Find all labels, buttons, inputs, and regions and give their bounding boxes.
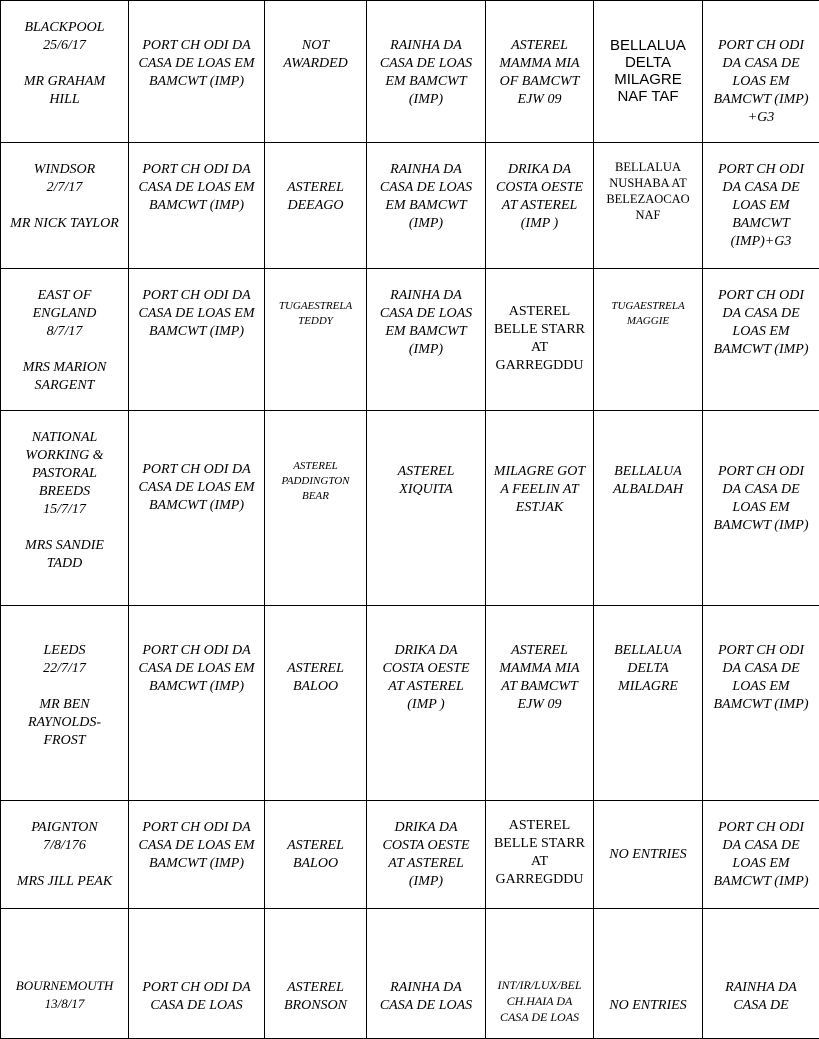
table-row (1, 269, 819, 411)
show-judge: MRS MARION SARGENT (7, 359, 122, 395)
show-date: 2/7/17 (7, 179, 122, 197)
result-cell: PORT CH ODI DA CASA DE LOAS EM BAMCWT (IMP) (703, 269, 819, 411)
show-cell (1, 606, 129, 801)
result-cell: PORT CH ODI DA CASA DE LOAS EM BAMCWT (IMP)+G3 (703, 143, 819, 269)
show-venue: PAIGNTON (7, 819, 122, 837)
show-judge: MRS SANDIE TADD (7, 537, 122, 573)
show-date: 22/7/17 (7, 660, 122, 678)
result-cell: NO ENTRIES (594, 909, 703, 1039)
table-row (1, 411, 819, 606)
result-cell: ASTEREL BELLE STARR AT GARREGDDU (486, 801, 594, 909)
show-date: 15/7/17 (7, 501, 122, 519)
show-venue: EAST OF ENGLAND (7, 287, 122, 323)
show-cell (1, 909, 129, 1039)
result-cell: DRIKA DA COSTA OESTE AT ASTEREL (IMP) (367, 801, 486, 909)
result-cell: DRIKA DA COSTA OESTE AT ASTEREL (IMP ) (367, 606, 486, 801)
result-cell: RAINHA DA CASA DE LOAS EM BAMCWT (IMP) (367, 143, 486, 269)
result-cell: RAINHA DA CASA DE LOAS EM BAMCWT (IMP) (367, 269, 486, 411)
show-date: 25/6/17 (7, 37, 122, 55)
result-cell: ASTEREL BALOO (265, 801, 367, 909)
result-cell: BELLALUA DELTA MILAGRE NAF TAF (594, 1, 703, 143)
show-judge: MRS JILL PEAK (7, 873, 122, 891)
result-cell: PORT CH ODI DA CASA DE LOAS EM BAMCWT (IMP) (129, 1, 265, 143)
table-row (1, 606, 819, 801)
result-cell: PORT CH ODI DA CASA DE LOAS (129, 909, 265, 1039)
show-venue: WINDSOR (7, 161, 122, 179)
result-cell: PORT CH ODI DA CASA DE LOAS EM BAMCWT (IMP) (703, 801, 819, 909)
show-date: 8/7/17 (7, 323, 122, 341)
result-cell: PORT CH ODI DA CASA DE LOAS EM BAMCWT (IMP) (129, 269, 265, 411)
result-cell: MILAGRE GOT A FEELIN AT ESTJAK (486, 411, 594, 606)
result-cell: RAINHA DA CASA DE LOAS EM BAMCWT (IMP) (367, 1, 486, 143)
show-date: 13/8/17 (7, 995, 122, 1013)
show-date: 7/8/176 (7, 837, 122, 855)
result-cell: PORT CH ODI DA CASA DE LOAS EM BAMCWT (IMP) (703, 411, 819, 606)
result-cell: BELLALUA DELTA MILAGRE (594, 606, 703, 801)
result-cell: INT/IR/LUX/BEL CH.HAIA DA CASA DE LOAS (486, 909, 594, 1039)
table-row (1, 1, 819, 143)
table-row (1, 801, 819, 909)
result-cell: PORT CH ODI DA CASA DE LOAS EM BAMCWT (IMP) (129, 606, 265, 801)
table-row (1, 143, 819, 269)
result-cell: BELLALUA NUSHABA AT BELEZAOCAO NAF (594, 143, 703, 269)
show-cell (1, 143, 129, 269)
result-cell: ASTEREL DEEAGO (265, 143, 367, 269)
show-judge: MR BEN RAYNOLDS-FROST (7, 696, 122, 750)
result-cell: PORT CH ODI DA CASA DE LOAS EM BAMCWT (IMP) (703, 606, 819, 801)
show-venue: NATIONAL WORKING & PASTORAL BREEDS (7, 429, 122, 501)
result-cell: DRIKA DA COSTA OESTE AT ASTEREL (IMP ) (486, 143, 594, 269)
result-cell: ASTEREL MAMMA MIA OF BAMCWT EJW 09 (486, 1, 594, 143)
show-judge: MR NICK TAYLOR (7, 215, 122, 233)
result-cell: ASTEREL XIQUITA (367, 411, 486, 606)
show-cell (1, 269, 129, 411)
show-cell (1, 1, 129, 143)
show-cell (1, 801, 129, 909)
result-cell: ASTEREL PADDINGTON BEAR (265, 411, 367, 606)
result-cell: ASTEREL BRONSON (265, 909, 367, 1039)
result-cell: BELLALUA ALBALDAH (594, 411, 703, 606)
result-cell: NOT AWARDED (265, 1, 367, 143)
result-cell: ASTEREL BELLE STARR AT GARREGDDU (486, 269, 594, 411)
result-cell: PORT CH ODI DA CASA DE LOAS EM BAMCWT (IMP) (129, 143, 265, 269)
result-cell: ASTEREL BALOO (265, 606, 367, 801)
result-cell: RAINHA DA CASA DE (703, 909, 819, 1039)
show-venue: BOURNEMOUTH (7, 977, 122, 995)
show-cell (1, 411, 129, 606)
result-cell: PORT CH ODI DA CASA DE LOAS EM BAMCWT (IMP) (129, 801, 265, 909)
show-venue: LEEDS (7, 642, 122, 660)
result-cell: TUGAESTRELA MAGGIE (594, 269, 703, 411)
show-venue: BLACKPOOL (7, 19, 122, 37)
result-cell: TUGAESTRELA TEDDY (265, 269, 367, 411)
result-cell: PORT CH ODI DA CASA DE LOAS EM BAMCWT (IMP) (129, 411, 265, 606)
result-cell: PORT CH ODI DA CASA DE LOAS EM BAMCWT (IMP) +G3 (703, 1, 819, 143)
show-judge: MR GRAHAM HILL (7, 73, 122, 109)
result-cell: ASTEREL MAMMA MIA AT BAMCWT EJW 09 (486, 606, 594, 801)
result-cell: RAINHA DA CASA DE LOAS (367, 909, 486, 1039)
table-row (1, 909, 819, 1039)
result-cell: NO ENTRIES (594, 801, 703, 909)
